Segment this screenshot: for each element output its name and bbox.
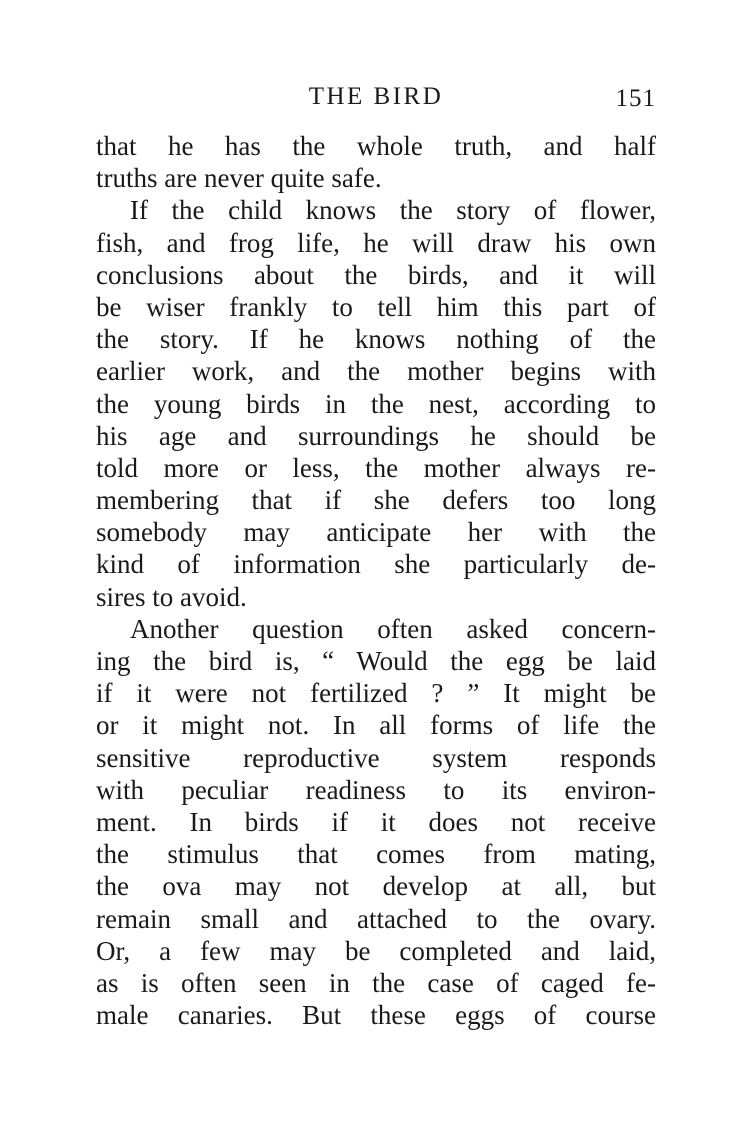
text-line: ment. In birds if it does not receive [96,806,656,837]
text-line: Another question often asked concern- [130,613,656,644]
text-line: told more or less, the mother always re- [96,452,656,483]
text-line: ing the bird is, “ Would the egg be laid [96,646,656,676]
text-line: somebody may anticipate her with the [96,517,656,548]
text-line: as is often seen in the case of caged fe- [96,967,656,998]
text-line: earlier work, and the mother begins with [96,356,656,387]
text-line: that he has the whole truth, and half [96,131,656,161]
text-line: be wiser frankly to tell him this part of [96,291,656,322]
text-line: or it might not. In all forms of life the [96,710,656,741]
text-line: male canaries. But these eggs of course [96,1000,656,1031]
text-line: Or, a few may be completed and laid, [96,935,656,966]
text-line: with peculiar readiness to its environ- [96,774,656,805]
text-line: fish, and frog life, he will draw his own [96,227,656,258]
text-line: the ova may not develop at all, but [96,871,656,902]
running-header [96,82,656,112]
running-title: THE BIRD [308,83,444,110]
text-line: the stimulus that comes from mating, [96,839,656,870]
text-line: If the child knows the story of flower, [130,195,656,226]
text-line: sensitive reproductive system responds [96,742,656,773]
text-line: remain small and attached to the ovary. [96,903,656,934]
text-line: the young birds in the nest, according to [96,388,656,419]
text-line: sires to avoid. [96,581,247,612]
text-line: truths are never quite safe. [96,163,382,194]
page-number: 151 [615,85,656,112]
text-line: membering that if she defers too long [96,485,656,516]
body-text [96,130,656,1031]
text-line: his age and surroundings he should be [96,420,656,451]
text-line: conclusions about the birds, and it will [96,259,656,290]
text-line: kind of information she particularly de- [96,549,656,580]
text-line: the story. If he knows nothing of the [96,324,656,355]
text-line: if it were not fertilized ? ” It might be [96,678,656,709]
